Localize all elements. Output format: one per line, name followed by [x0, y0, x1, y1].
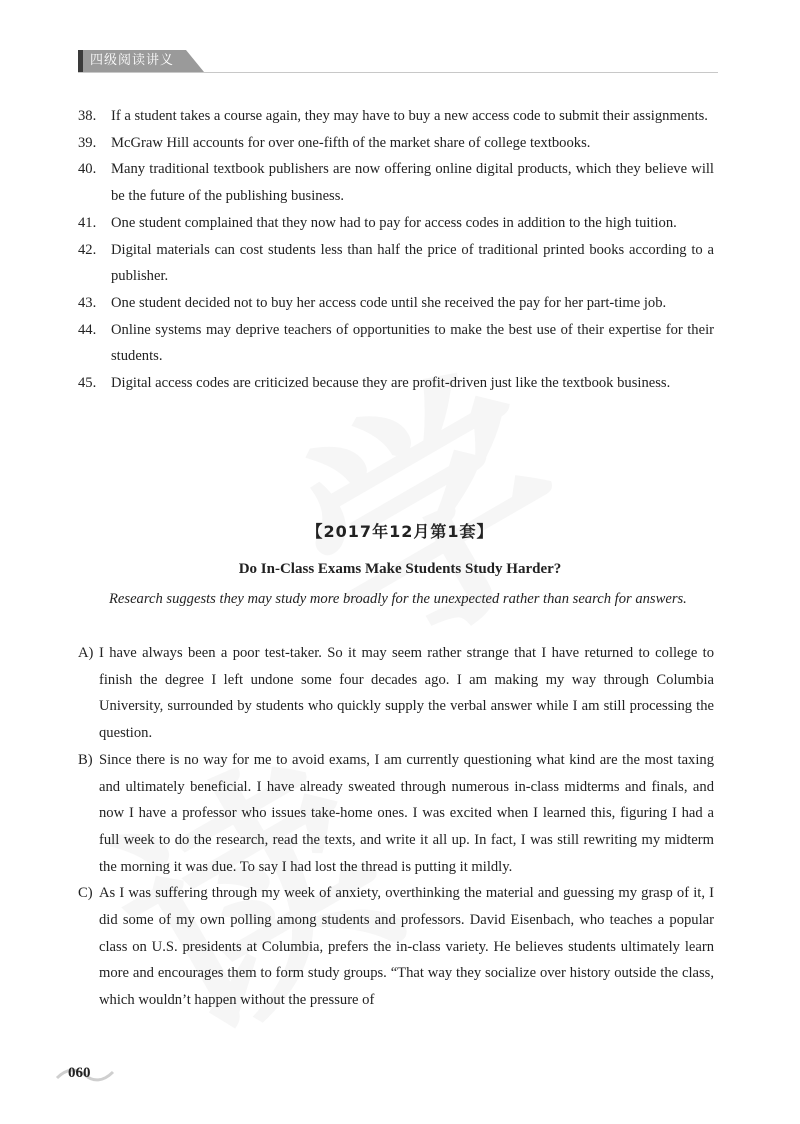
paragraph-label: B) [78, 751, 93, 768]
question-text: One student complained that they now had to pay for access codes in addition to the high tuition. [111, 214, 677, 231]
header-divider [78, 72, 718, 73]
paragraph-label: C) [78, 885, 93, 902]
question-item [78, 317, 714, 370]
paragraph-text: Since there is no way for me to avoid exams, I am currently questioning what kind are the most taxing and ultimately beneficial. I have already sweated through numerous in-class midterms and finals, and now I have a professor who issues take-home ones. I was excited when I learned this, figuring I had a full week to do the research, read the texts, and write it all up. In fact, I was still rewriting my midterm the morning it was due. To say I had lost the thread is putting it mildly. [99, 751, 714, 875]
question-item [78, 370, 714, 397]
page-number: 060 [68, 1065, 91, 1081]
question-number: 41. [78, 214, 97, 231]
paragraph-text: As I was suffering through my week of anxiety, overthinking the material and guessing my grasp of it, I did some of my own polling among students and professors. David Eisenbach, who teaches a popular class on U.S. presidents at Columbia, prefers the in-class variety. He believes students ultimately learn more and encourages them to form study groups. “That way they socialize over history outside the class, which wouldn’t happen without the pressure of [99, 885, 714, 1009]
question-item [78, 103, 714, 130]
question-item [78, 130, 714, 157]
paragraph-text: I have always been a poor test-taker. So it may seem rather strange that I have returned to college to finish the degree I left undone some four decades ago. I am making my way through Columbia University, surrounded by students who quickly supply the verbal answer while I am still processing the question. [99, 645, 714, 742]
question-list [78, 103, 714, 397]
question-item [78, 290, 714, 317]
question-number: 40. [78, 161, 97, 178]
question-item [78, 156, 714, 209]
header-label: 四级阅读讲义 [90, 53, 175, 68]
article-title: Do In-Class Exams Make Students Study Harder? [238, 561, 562, 577]
question-text: Many traditional textbook publishers are now offering online digital products, which they believe will be the future of the publishing business. [111, 161, 714, 205]
paragraph-label: A) [78, 645, 94, 661]
question-text: Online systems may deprive teachers of opportunities to make the best use of their expertise for their students. [111, 321, 714, 365]
paragraph-list [78, 640, 714, 1014]
paragraph [78, 747, 714, 881]
question-text: Digital materials can cost students less than half the price of traditional printed books according to a publisher. [111, 241, 714, 285]
question-text: Digital access codes are criticized because they are profit-driven just like the textbook business. [111, 375, 671, 392]
question-text: If a student takes a course again, they may have to buy a new access code to submit their assignments. [111, 108, 708, 124]
question-number: 42. [78, 241, 97, 258]
question-text: McGraw Hill accounts for over one-fifth of the market share of college textbooks. [111, 134, 591, 151]
question-number: 43. [78, 294, 97, 311]
paragraph [78, 880, 714, 1014]
question-number: 45. [78, 375, 97, 392]
section-title: 【2017年12月第1套】 [306, 522, 494, 541]
question-number: 39. [78, 134, 97, 151]
article-intro: Research suggests they may study more broadly for the unexpected rather than search for answers. [109, 591, 687, 607]
question-number: 44. [78, 321, 97, 338]
paragraph [78, 640, 714, 747]
header-accent-bar [78, 50, 83, 72]
question-number: 38. [78, 108, 97, 124]
question-item [78, 237, 714, 290]
question-item [78, 210, 714, 237]
question-text: One student decided not to buy her access code until she received the pay for her part-time job. [111, 294, 667, 311]
